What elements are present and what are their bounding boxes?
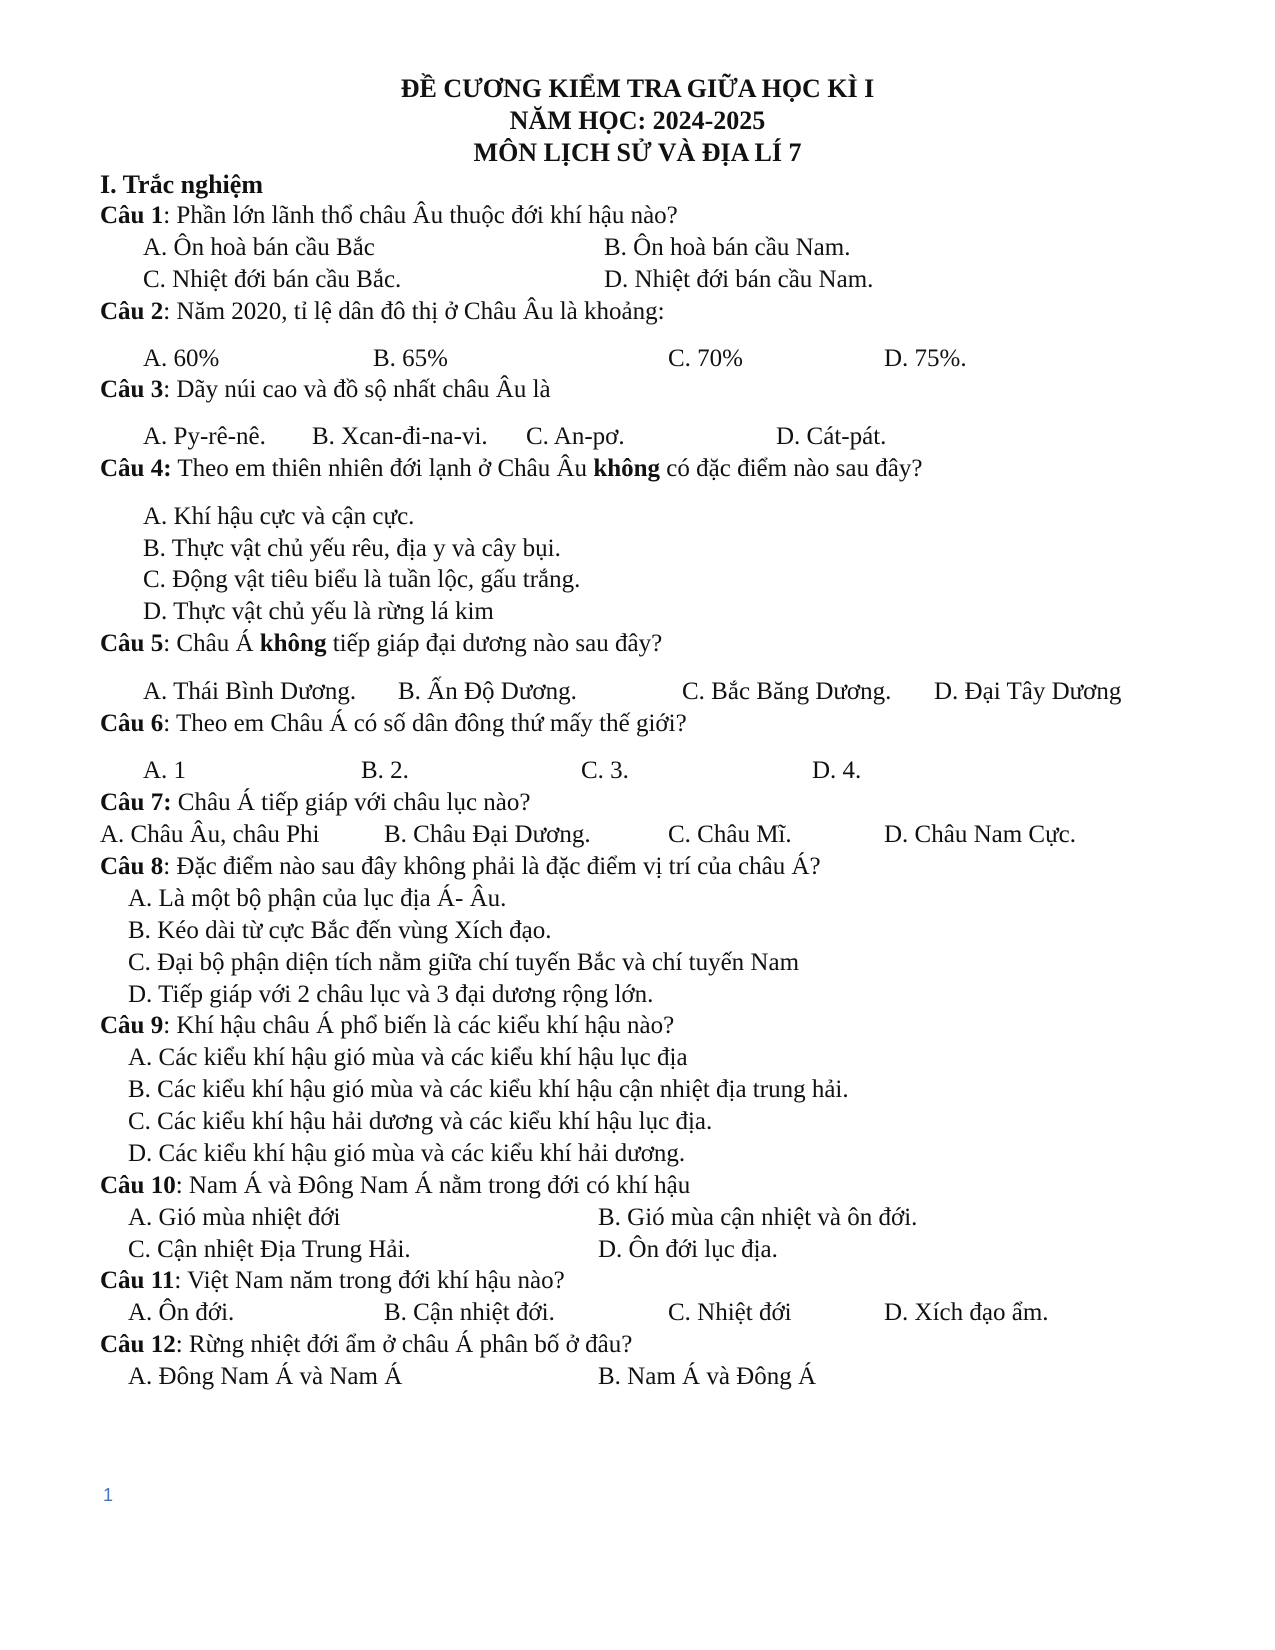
subject-title: MÔN LỊCH SỬ VÀ ĐỊA LÍ 7 bbox=[473, 138, 802, 167]
q10-option-b: B. Gió mùa cận nhiệt và ôn đới. bbox=[598, 1204, 918, 1231]
question-text: Rừng nhiệt đới ẩm ở châu Á phân bố ở đâu? bbox=[188, 1331, 633, 1358]
question-3: Câu 3: Dãy núi cao và đồ sộ nhất châu Âu là bbox=[100, 376, 551, 403]
question-label: Câu 2 bbox=[100, 298, 164, 325]
question-label: Câu 5 bbox=[100, 630, 164, 657]
question-11: Câu 11: Việt Nam năm trong đới khí hậu nào? bbox=[100, 1267, 565, 1294]
q10-option-d: D. Ôn đới lục địa. bbox=[598, 1236, 778, 1263]
school-year: NĂM HỌC: 2024-2025 bbox=[509, 106, 766, 135]
question-4: Câu 4: Theo em thiên nhiên đới lạnh ở Châu Âu không có đặc điểm nào sau đây? bbox=[100, 455, 923, 482]
q8-option-b: B. Kéo dài từ cực Bắc đến vùng Xích đạo. bbox=[128, 917, 552, 944]
question-text: Đặc điểm nào sau đây không phải là đặc điểm vị trí của châu Á? bbox=[176, 853, 821, 880]
question-label: Câu 9 bbox=[100, 1012, 164, 1039]
question-text: Dãy núi cao và đồ sộ nhất châu Âu là bbox=[176, 376, 551, 403]
q2-option-b: B. 65% bbox=[373, 345, 448, 372]
q9-option-b: B. Các kiểu khí hậu gió mùa và các kiểu khí hậu cận nhiệt địa trung hải. bbox=[128, 1076, 849, 1103]
q11-option-a: A. Ôn đới. bbox=[128, 1299, 235, 1326]
question-label: Câu 7: bbox=[100, 789, 172, 816]
q4-option-c: C. Động vật tiêu biểu là tuần lộc, gấu trắng. bbox=[143, 566, 581, 593]
q8-option-c: C. Đại bộ phận diện tích nằm giữa chí tuyến Bắc và chí tuyến Nam bbox=[128, 949, 800, 976]
q7-option-a: A. Châu Âu, châu Phi bbox=[100, 821, 320, 848]
q10-option-a: A. Gió mùa nhiệt đới bbox=[128, 1204, 341, 1231]
q10-option-c: C. Cận nhiệt Địa Trung Hải. bbox=[128, 1236, 411, 1263]
page-number: 1 bbox=[103, 1485, 114, 1505]
q9-option-d: D. Các kiểu khí hậu gió mùa và các kiểu khí hải dương. bbox=[128, 1140, 686, 1167]
q1-option-c: C. Nhiệt đới bán cầu Bắc. bbox=[143, 266, 402, 293]
q7-option-d: D. Châu Nam Cực. bbox=[884, 821, 1076, 848]
question-text: Nam Á và Đông Nam Á nằm trong đới có khí hậu bbox=[188, 1172, 691, 1199]
q7-option-b: B. Châu Đại Dương. bbox=[384, 821, 591, 848]
q3-option-d: D. Cát-pát. bbox=[776, 423, 887, 450]
q8-option-a: A. Là một bộ phận của lục địa Á- Âu. bbox=[128, 885, 507, 912]
q6-option-c: C. 3. bbox=[581, 757, 629, 784]
emphasis-text: không bbox=[259, 630, 327, 657]
question-2: Câu 2: Năm 2020, tỉ lệ dân đô thị ở Châu Âu là khoảng: bbox=[100, 298, 665, 325]
question-label: Câu 8 bbox=[100, 853, 164, 880]
q8-option-d: D. Tiếp giáp với 2 châu lục và 3 đại dương rộng lớn. bbox=[128, 981, 654, 1008]
question-7 bbox=[100, 788, 531, 818]
question-label: Câu 3 bbox=[100, 376, 164, 403]
emphasis-text: không bbox=[593, 455, 661, 482]
question-label: Câu 1 bbox=[100, 202, 164, 229]
q9-option-c: C. Các kiểu khí hậu hải dương và các kiểu khí hậu lục địa. bbox=[128, 1108, 713, 1135]
q4-option-b: B. Thực vật chủ yếu rêu, địa y và cây bụi. bbox=[143, 535, 561, 562]
question-text: Khí hậu châu Á phổ biến là các kiểu khí hậu nào? bbox=[176, 1012, 675, 1039]
question-8: Câu 8: Đặc điểm nào sau đây không phải là đặc điểm vị trí của châu Á? bbox=[100, 853, 821, 880]
q3-option-b: B. Xcan-đi-na-vi. bbox=[312, 423, 488, 450]
q5-option-d: D. Đại Tây Dương bbox=[934, 678, 1122, 705]
question-12: Câu 12: Rừng nhiệt đới ẩm ở châu Á phân bố ở đâu? bbox=[100, 1331, 633, 1358]
q5-option-c: C. Bắc Băng Dương. bbox=[682, 678, 892, 705]
q5-option-a: A. Thái Bình Dương. bbox=[143, 678, 357, 705]
q11-option-c: C. Nhiệt đới bbox=[668, 1299, 792, 1326]
q12-option-a: A. Đông Nam Á và Nam Á bbox=[128, 1363, 403, 1390]
question-text: Năm 2020, tỉ lệ dân đô thị ở Châu Âu là khoảng: bbox=[176, 298, 665, 325]
question-6: Câu 6: Theo em Châu Á có số dân đông thứ mấy thế giới? bbox=[100, 710, 687, 737]
question-9: Câu 9: Khí hậu châu Á phổ biến là các kiểu khí hậu nào? bbox=[100, 1012, 675, 1039]
q1-option-d: D. Nhiệt đới bán cầu Nam. bbox=[604, 266, 874, 293]
section-heading: I. Trắc nghiệm bbox=[100, 170, 263, 199]
document-title: ĐỀ CƯƠNG KIỂM TRA GIỮA HỌC KÌ I bbox=[400, 74, 875, 103]
q6-option-d: D. 4. bbox=[812, 757, 862, 784]
q4-option-d: D. Thực vật chủ yếu là rừng lá kim bbox=[143, 598, 494, 625]
q11-option-d: D. Xích đạo ẩm. bbox=[884, 1299, 1049, 1326]
q2-option-a: A. 60% bbox=[143, 345, 220, 372]
question-label: Câu 6 bbox=[100, 710, 164, 737]
question-text: Việt Nam năm trong đới khí hậu nào? bbox=[187, 1267, 565, 1294]
question-1: Câu 1: Phần lớn lãnh thổ châu Âu thuộc đới khí hậu nào? bbox=[100, 202, 678, 229]
q1-option-a: A. Ôn hoà bán cầu Bắc bbox=[143, 234, 375, 261]
q2-option-c: C. 70% bbox=[668, 345, 743, 372]
q6-option-a: A. 1 bbox=[143, 757, 187, 784]
q1-option-b: B. Ôn hoà bán cầu Nam. bbox=[604, 234, 851, 261]
q4-option-a: A. Khí hậu cực và cận cực. bbox=[143, 503, 415, 530]
q12-option-b: B. Nam Á và Đông Á bbox=[598, 1363, 817, 1390]
q7-option-c: C. Châu Mĩ. bbox=[668, 821, 792, 848]
question-5: Câu 5: Châu Á không tiếp giáp đại dương nào sau đây? bbox=[100, 630, 663, 657]
q3-option-c: C. An-pơ. bbox=[526, 423, 625, 450]
question-label: Câu 10 bbox=[100, 1172, 176, 1199]
q2-option-d: D. 75%. bbox=[884, 345, 967, 372]
question-text: Theo em thiên nhiên đới lạnh ở Châu Âu bbox=[177, 455, 594, 482]
question-text: Châu Á bbox=[176, 630, 260, 657]
q11-option-b: B. Cận nhiệt đới. bbox=[384, 1299, 555, 1326]
q3-option-a: A. Py-rê-nê. bbox=[143, 423, 266, 450]
q5-option-b: B. Ấn Độ Dương. bbox=[398, 678, 577, 705]
question-text: Theo em Châu Á có số dân đông thứ mấy thế giới? bbox=[175, 710, 687, 737]
question-label: Câu 12 bbox=[100, 1331, 176, 1358]
question-10: Câu 10: Nam Á và Đông Nam Á nằm trong đới có khí hậu bbox=[100, 1172, 691, 1199]
question-label: Câu 4: bbox=[100, 455, 172, 482]
question-label: Câu 11 bbox=[100, 1267, 175, 1294]
q9-option-a: A. Các kiểu khí hậu gió mùa và các kiểu khí hậu lục địa bbox=[128, 1044, 688, 1071]
q6-option-b: B. 2. bbox=[361, 757, 409, 784]
question-text: Phần lớn lãnh thổ châu Âu thuộc đới khí hậu nào? bbox=[176, 202, 678, 229]
question-text: Châu Á tiếp giáp với châu lục nào? bbox=[177, 789, 531, 816]
